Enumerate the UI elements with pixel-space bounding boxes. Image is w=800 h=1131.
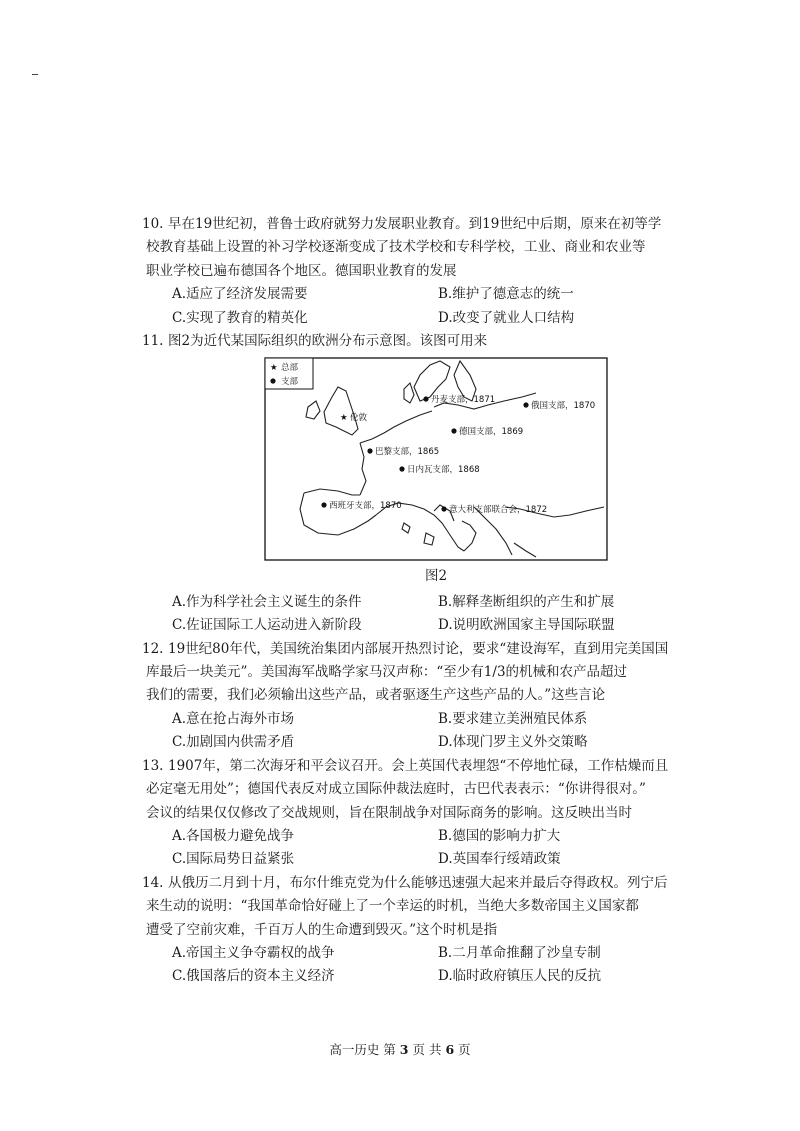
london-star-icon: ★ xyxy=(340,413,348,424)
figure-2 xyxy=(264,357,608,588)
option-c[interactable]: C.俄国落后的资本主义经济 xyxy=(172,968,335,985)
stem-line: 图2为近代某国际组织的欧洲分布示意图。该图可用来 xyxy=(168,333,488,350)
stem-line: 来生动的说明：“我国革命恰好碰上了一个幸运的时机，当绝大多数帝国主义国家都 xyxy=(146,898,639,915)
russia-dot-icon xyxy=(523,403,528,408)
stem-line: 必定毫无用处”；德国代表反对成立国际仲裁法庭时，古巴代表表示：“你讲得很对。” xyxy=(146,781,646,798)
stem-line: 从俄历二月到十月，布尔什维克党为什么能够迅速强大起来并最后夺得政权。列宁后 xyxy=(168,874,668,891)
question-number: 12. xyxy=(142,640,164,657)
label-germany: 德国支部，1869 xyxy=(459,427,524,438)
stem-line: 1907年，第二次海牙和平会议召开。会上英国代表埋怨“不停地忙碌，工作枯燥而且 xyxy=(168,757,669,774)
stem-line: 职业学校已遍布德国各个地区。德国职业教育的发展 xyxy=(146,262,457,279)
question-13 xyxy=(142,755,694,872)
stem-line: 库最后一块美元”。美国海军战略学家马汉声称：“至少有1/3的机械和农产品超过 xyxy=(146,664,628,681)
legend-hq: 总部 xyxy=(281,363,299,374)
label-paris: 巴黎支部，1865 xyxy=(375,447,440,458)
question-number: 14. xyxy=(142,874,164,891)
option-a[interactable]: A.意在抢占海外市场 xyxy=(172,710,295,727)
denmark-dot-icon xyxy=(423,397,428,402)
scan-mark xyxy=(32,74,38,75)
germany-dot-icon xyxy=(451,429,456,434)
question-stem xyxy=(168,330,694,353)
legend-star-icon: ★ xyxy=(270,363,278,374)
stem-line: 19世纪80年代，美国统治集团内部展开热烈讨论，要求“建设海军，直到用完美国国 xyxy=(168,640,669,657)
option-c[interactable]: C.实现了教育的精英化 xyxy=(172,309,308,326)
figure-caption: 图2 xyxy=(424,568,448,585)
question-list xyxy=(142,213,694,989)
options xyxy=(168,708,694,755)
stem-line: 早在19世纪初，普鲁士政府就努力发展职业教育。到19世纪中后期，原来在初等学 xyxy=(168,216,662,232)
stem-line: 会议的结果仅仅修改了交战规则，旨在限制战争对国际商务的影响。这反映出当时 xyxy=(146,804,632,821)
stem-line: 校教育基础上设置的补习学校逐渐变成了技术学校和专科学校，工业、商业和农业等 xyxy=(146,239,646,256)
stem-line: 我们的需要，我们必须输出这些产品，或者驱逐生产这些产品的人。”这些言论 xyxy=(146,687,606,704)
label-spain: 西班牙支部，1870 xyxy=(329,501,402,512)
option-c[interactable]: C.国际局势日益紧张 xyxy=(172,851,295,868)
option-b[interactable]: B.德国的影响力扩大 xyxy=(438,827,561,844)
footer-prefix: 高一历史 第 xyxy=(329,1042,396,1057)
question-number: 11. xyxy=(142,333,164,350)
options xyxy=(168,591,694,638)
label-london: 伦敦 xyxy=(350,413,368,424)
question-number: 10. xyxy=(142,216,164,232)
paris-dot-icon xyxy=(367,449,372,454)
option-d[interactable]: D.体现门罗主义外交策略 xyxy=(438,734,588,751)
spain-dot-icon xyxy=(321,503,326,508)
option-b[interactable]: B.二月革命推翻了沙皇专制 xyxy=(438,944,601,961)
question-14 xyxy=(142,872,694,989)
label-geneva: 日内瓦支部，1868 xyxy=(407,465,480,476)
options xyxy=(168,283,694,330)
label-russia: 俄国支部，1870 xyxy=(531,401,596,412)
italy-dot-icon xyxy=(441,507,446,512)
stem-line: 遭受了空前灾难，千百万人的生命遭到毁灭。”这个时机是指 xyxy=(146,921,498,938)
footer-total-pages: 6 xyxy=(445,1042,455,1057)
page-footer xyxy=(0,1040,800,1058)
footer-mid: 页 共 xyxy=(412,1042,442,1057)
option-d[interactable]: D.英国奉行绥靖政策 xyxy=(438,851,561,868)
question-12 xyxy=(142,638,694,755)
europe-map xyxy=(264,357,608,561)
option-c[interactable]: C.加剧国内供需矛盾 xyxy=(172,734,295,751)
option-a[interactable]: A.作为科学社会主义诞生的条件 xyxy=(172,593,362,610)
option-b[interactable]: B.维护了德意志的统一 xyxy=(438,286,574,303)
footer-suffix: 页 xyxy=(458,1042,471,1057)
options xyxy=(168,942,694,989)
geneva-dot-icon xyxy=(399,467,404,472)
options xyxy=(168,825,694,872)
question-number: 13. xyxy=(142,757,164,774)
question-11 xyxy=(142,330,694,638)
option-c[interactable]: C.佐证国际工人运动进入新阶段 xyxy=(172,617,362,634)
option-d[interactable]: D.改变了就业人口结构 xyxy=(438,309,575,326)
option-b[interactable]: B.解释垄断组织的产生和扩展 xyxy=(438,593,615,610)
question-10 xyxy=(142,213,694,330)
option-a[interactable]: A.帝国主义争夺霸权的战争 xyxy=(172,944,335,961)
footer-page-number: 3 xyxy=(399,1042,409,1057)
option-d[interactable]: D.临时政府镇压人民的反抗 xyxy=(438,968,602,985)
legend-branch: 支部 xyxy=(281,377,299,388)
option-b[interactable]: B.要求建立美洲殖民体系 xyxy=(438,710,588,727)
map-legend xyxy=(265,358,313,389)
label-denmark: 丹麦支部，1871 xyxy=(431,395,496,406)
option-a[interactable]: A.各国极力避免战争 xyxy=(172,827,295,844)
option-d[interactable]: D.说明欧洲国家主导国际联盟 xyxy=(438,617,615,634)
option-a[interactable]: A.适应了经济发展需要 xyxy=(172,286,308,303)
legend-dot-icon xyxy=(270,379,275,384)
label-italy: 意大利支部联合会，1872 xyxy=(449,505,548,516)
